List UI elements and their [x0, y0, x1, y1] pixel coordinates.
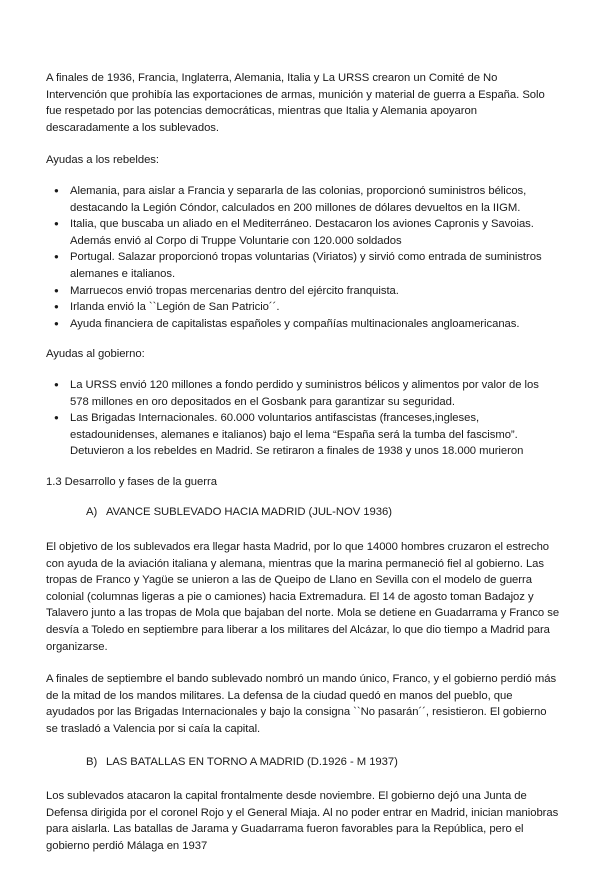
list-item: ● Marruecos envió tropas mercenarias dentro del ejército franquista.: [70, 283, 560, 300]
section-title: 1.3 Desarrollo y fases de la guerra: [46, 475, 217, 488]
subsection-b-heading: [46, 754, 560, 771]
subsection-a-paragraph-1: El objetivo de los sublevados era llegar hasta Madrid, por lo que 14000 hombres cruzaron el estrecho con ayuda de la aviación italiana y alemana, mientras que la marina permaneció fiel al gobierno. Las tropas de Franco y Yagüe se unieron a las de Queipo de Llano en Sevilla con el modelo de guerra colonial (columnas ligeras a pie o camiones) hacia Extremadura. El 14 de agosto toman Badajoz y Talavero junto a las tropas de Mola que bajaban del norte. Mola se detiene en Guadarrama y Franco se desvía a Toledo en septiembre para liberar a los militares del Alcázar, lo que dio tiempo a Madrid para organizarse.: [46, 541, 560, 653]
intro-paragraph: A finales de 1936, Francia, Inglaterra, Alemania, Italia y La URSS crearon un Comité de No Intervención que prohibía las exportaciones de armas, munición y material de guerra a España. Solo fue respetado por las potencias democráticas, mientras que Italia y Alemania apoyaron descaradamente a los sublevados.: [46, 72, 545, 134]
document-body: [46, 70, 560, 871]
list-item: ● Las Brigadas Internacionales. 60.000 voluntarios antifascistas (franceses,ingleses, estadounidenses, alemanes e italianos) bajo el lema “España será la tumba del fascismo”. Detuvieron a los rebeldes en Madrid. Se retiraron a finales de 1938 y unos 18.000 murieron: [70, 410, 560, 460]
subsection-a-title: AVANCE SUBLEVADO HACIA MADRID (JUL-NOV 1936): [106, 506, 392, 519]
rebels-aid-list: [46, 183, 560, 332]
government-aid-heading: Ayudas al gobierno:: [46, 348, 145, 361]
government-aid-list: [46, 377, 560, 460]
subsection-b-letter: B): [86, 755, 98, 768]
list-item: ● Ayuda financiera de capitalistas españoles y compañías multinacionales angloamericanas.: [70, 316, 560, 333]
list-item: ● Portugal. Salazar proporcionó tropas voluntarias (Viriatos) y sirvió como entrada de suministros alemanes e italianos.: [70, 249, 560, 282]
list-item: ● La URSS envió 120 millones a fondo perdido y suministros bélicos y alimentos por valor de los 578 millones en oro depositados en el Gosbank para garantizar su seguridad.: [70, 377, 560, 410]
subsection-b-title: LAS BATALLAS EN TORNO A MADRID (D.1926 - M 1937): [106, 755, 398, 768]
rebels-aid-heading: Ayudas a los rebeldes:: [46, 154, 159, 167]
subsection-a-paragraph-2: A finales de septiembre el bando sublevado nombró un mando único, Franco, y el gobierno perdió más de la mitad de los mandos militares. La defensa de la ciudad quedó en manos del pueblo, que ayudados por las Brigadas Internacionales y bajo la consigna ``No pasarán´´, resistieron. El gobierno se trasladó a Valencia por si caía la capital.: [46, 673, 557, 735]
subsection-a-letter: A): [86, 506, 98, 519]
list-item: ● Alemania, para aislar a Francia y separarla de las colonias, proporcionó suministros bélicos, destacando la Legión Cóndor, calculados en 200 millones de dólares devueltos en la IIGM.: [70, 183, 560, 216]
subsection-a-heading: [46, 504, 560, 521]
list-item: ● Irlanda envió la ``Legión de San Patricio´´.: [70, 299, 560, 316]
subsection-b-paragraph-1: Los sublevados atacaron la capital frontalmente desde noviembre. El gobierno dejó una Junta de Defensa dirigida por el coronel Rojo y el General Miaja. Al no poder entrar en Madrid, inician maniobras para aislarla. Las batallas de Jarama y Guadarrama fueron favorables para la República, pero el gobierno perdió Málaga en 1937: [46, 790, 559, 852]
list-item: ● Italia, que buscaba un aliado en el Mediterráneo. Destacaron los aviones Capronis y Savoias. Además envió al Corpo di Truppe Voluntarie con 120.000 soldados: [70, 216, 560, 249]
